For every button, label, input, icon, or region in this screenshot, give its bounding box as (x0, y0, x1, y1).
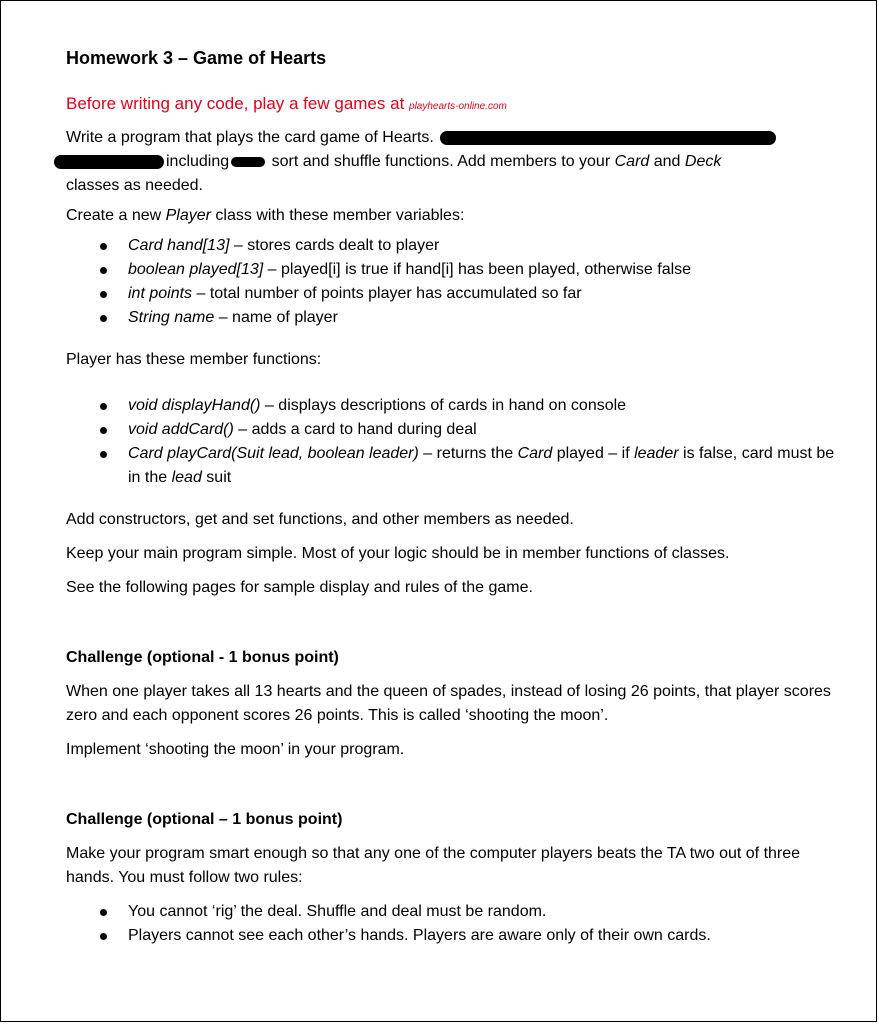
variable-desc: – played[i] is true if hand[i] has been played, otherwise false (263, 261, 692, 278)
function-desc: suit (201, 469, 232, 486)
function-desc: played – if (552, 445, 635, 462)
para1-line1: Write a program that plays the card game of Hearts. (66, 129, 434, 146)
constructors-paragraph: Add constructors, get and set functions, and other members as needed. (66, 511, 574, 528)
list-item (128, 234, 836, 258)
function-desc: – adds a card to hand during deal (233, 421, 477, 438)
list-item (128, 418, 836, 442)
list-item: You cannot ‘rig’ the deal. Shuffle and deal must be random. (128, 900, 836, 924)
deck-class: Deck (684, 153, 722, 170)
list-item (128, 306, 836, 330)
player-intro-a: Create a new (66, 207, 166, 224)
intro-red-line (66, 91, 836, 120)
function-code: void addCard() (128, 421, 234, 438)
para1-including: including (166, 153, 230, 170)
para1-line2: sort and shuffle functions. Add members to your (267, 153, 615, 170)
challenge2-header: Challenge (optional – 1 bonus point) (66, 811, 343, 828)
redaction-mark (231, 157, 265, 167)
functions-list (66, 394, 836, 490)
variable-desc: – total number of points player has accumulated so far (192, 285, 582, 302)
list-item (128, 258, 836, 282)
list-item (128, 442, 836, 490)
redaction-mark (54, 155, 164, 169)
function-desc: is false, card must be in the (128, 445, 835, 486)
function-desc: – returns the (418, 445, 518, 462)
player-class: Player (165, 207, 211, 224)
function-code: void displayHand() (128, 397, 261, 414)
player-intro (66, 204, 836, 228)
challenge2-text: Make your program smart enough so that any one of the computer players beats the TA two out of three hands. You must follow two rules: (66, 845, 801, 886)
variable-desc: – name of player (214, 309, 338, 326)
function-code: Card playCard(Suit lead, boolean leader) (128, 445, 419, 462)
para1-line3: classes as needed. (66, 177, 203, 194)
list-item (128, 394, 836, 418)
intro-red-text: Before writing any code, play a few games at (66, 94, 410, 113)
leader-param: leader (634, 445, 679, 462)
list-item: Players cannot see each other’s hands. Players are aware only of their own cards. (128, 924, 836, 948)
player-intro-b: class with these member variables: (210, 207, 465, 224)
variable-code: String name (128, 309, 215, 326)
rules-list (66, 900, 836, 948)
variable-desc: – stores cards dealt to player (229, 237, 440, 254)
page-title: Homework 3 – Game of Hearts (66, 48, 327, 68)
variable-code: int points (128, 285, 193, 302)
card-class: Card (614, 153, 650, 170)
challenge1-implement: Implement ‘shooting the moon’ in your program. (66, 741, 405, 758)
site-link: playhearts-online.com (409, 101, 507, 112)
function-desc: – displays descriptions of cards in hand on console (260, 397, 627, 414)
main-program-paragraph: Keep your main program simple. Most of your logic should be in member functions of classes. (66, 545, 730, 562)
challenge1-text: When one player takes all 13 hearts and the queen of spades, instead of losing 26 points, that player scores zero and each opponent scores 26 points. This is called ‘shooting the moon’. (66, 683, 831, 724)
lead-param: lead (171, 469, 202, 486)
functions-intro: Player has these member functions: (66, 351, 322, 368)
variable-code: Card hand[13] (128, 237, 230, 254)
para1-and: and (649, 153, 685, 170)
see-pages-paragraph: See the following pages for sample display and rules of the game. (66, 579, 533, 596)
program-paragraph (66, 126, 836, 198)
variable-code: boolean played[13] (128, 261, 264, 278)
variables-list (66, 234, 836, 330)
document-content (66, 45, 836, 966)
card-class: Card (517, 445, 553, 462)
challenge1-header: Challenge (optional - 1 bonus point) (66, 649, 339, 666)
redaction-mark (440, 131, 776, 145)
list-item (128, 282, 836, 306)
